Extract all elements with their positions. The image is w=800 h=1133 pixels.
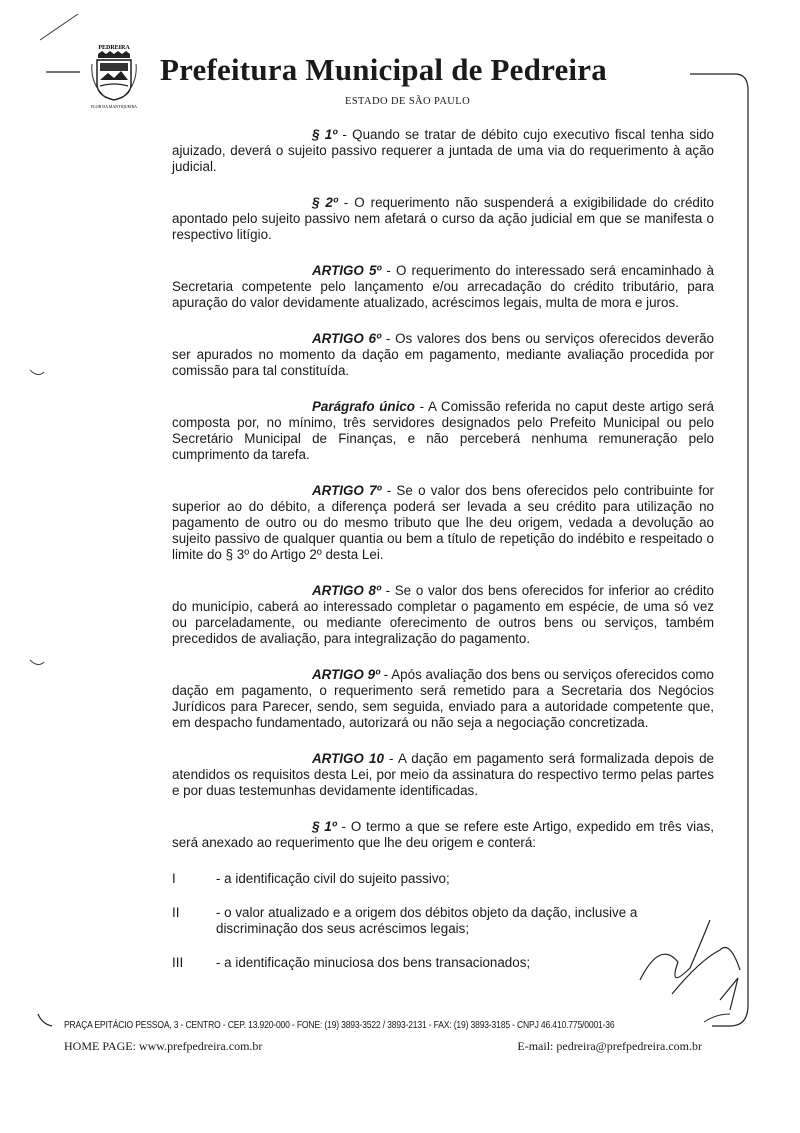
list-item: I - a identificação civil do sujeito passivo; (172, 871, 450, 886)
footer-homepage: HOME PAGE: www.prefpedreira.com.br (64, 1039, 263, 1053)
paragraph: § 1º - Quando se tratar de débito cujo executivo fiscal tenha sido ajuizado, deverá o sujeito passivo requerer a juntada de uma via do requerimento à ação judicial. (172, 127, 714, 174)
list-item: II - o valor atualizado e a origem dos débitos objeto da dação, inclusive a discriminação dos seus acréscimos legais; (172, 905, 638, 936)
svg-text:FLOR DA MANTIQUEIRA: FLOR DA MANTIQUEIRA (91, 104, 137, 109)
document-body (172, 127, 714, 989)
paragraph: ARTIGO 7º - Se o valor dos bens oferecidos pelo contribuinte for superior ao do débito, a diferença poderá ser levada a seu crédito para utilização no pagamento de outro ou do mesmo tributo que lhe deu origem, vedada a devolução ao sujeito passivo de qualquer quantia ou bem a título de repetição do indébito e respeitado o limite do § 3º do Artigo 2º desta Lei. (172, 483, 714, 562)
paragraph: § 2º - O requerimento não suspenderá a exigibilidade do crédito apontado pelo sujeito passivo nem afetará o curso da ação judicial em que se manifesta o respectivo litígio. (172, 195, 714, 242)
list-item: III - a identificação minuciosa dos bens transacionados; (172, 955, 531, 970)
paragraph: ARTIGO 5º - O requerimento do interessado será encaminhado à Secretaria competente pelo lançamento e/ou arrecadação do crédito tributário, para apuração do valor devidamente atualizado, acréscimos legais, multa de mora e juros. (172, 263, 715, 310)
paragraph: ARTIGO 8º - Se o valor dos bens oferecidos for inferior ao crédito do município, caberá ao interessado completar o pagamento em espécie, de uma só vez ou parceladamente, ou mediante oferecimento de outros bens ou serviços, também precedidos de avaliação, para integralização do pagamento. (172, 583, 714, 646)
svg-text:PEDREIRA: PEDREIRA (98, 45, 130, 51)
paragraph: Parágrafo único - A Comissão referida no caput deste artigo será composta por, no mínimo, três servidores designados pelo Prefeito Municipal ou pelo Secretário Municipal de Finanças, e não perceberá nenhuma remuneração pelo cumprimento da tarefa. (172, 399, 714, 462)
page-title: Prefeitura Municipal de Pedreira (160, 52, 607, 87)
paragraph: § 1º - O termo a que se refere este Artigo, expedido em três vias, será anexado ao requerimento que lhe deu origem e conterá: (172, 819, 714, 850)
municipal-crest-icon (88, 40, 140, 116)
footer-email: E-mail: pedreira@prefpedreira.com.br (517, 1039, 702, 1053)
state-subtitle: ESTADO DE SÃO PAULO (345, 96, 471, 107)
signature-icon (620, 910, 770, 1030)
paragraph: ARTIGO 9º - Após avaliação dos bens ou serviços oferecidos como dação em pagamento, o requerimento será remetido para a Secretaria dos Negócios Jurídicos para Parecer, sendo, sem seguida, enviado para a autoridade competente que, em despacho fundamentado, autorizará ou não seja a negociação concretizada. (172, 667, 714, 730)
footer-address: PRAÇA EPITÁCIO PESSOA, 3 - CENTRO - CEP. 13.920-000 - FONE: (19) 3893-3522 / 3893-2131 - FAX: (19) 3893-3185 - CNPJ 46.410.775/0001-36 (64, 1020, 615, 1031)
paragraph: ARTIGO 6º - Os valores dos bens ou serviços oferecidos deverão ser apurados no momento da dação em pagamento, mediante avaliação procedida por comissão para tal constituída. (172, 331, 714, 378)
paragraph: ARTIGO 10 - A dação em pagamento será formalizada depois de atendidos os requisitos desta Lei, por meio da assinatura do respectivo termo pelas partes e por duas testemunhas devidamente identificadas. (172, 751, 714, 798)
